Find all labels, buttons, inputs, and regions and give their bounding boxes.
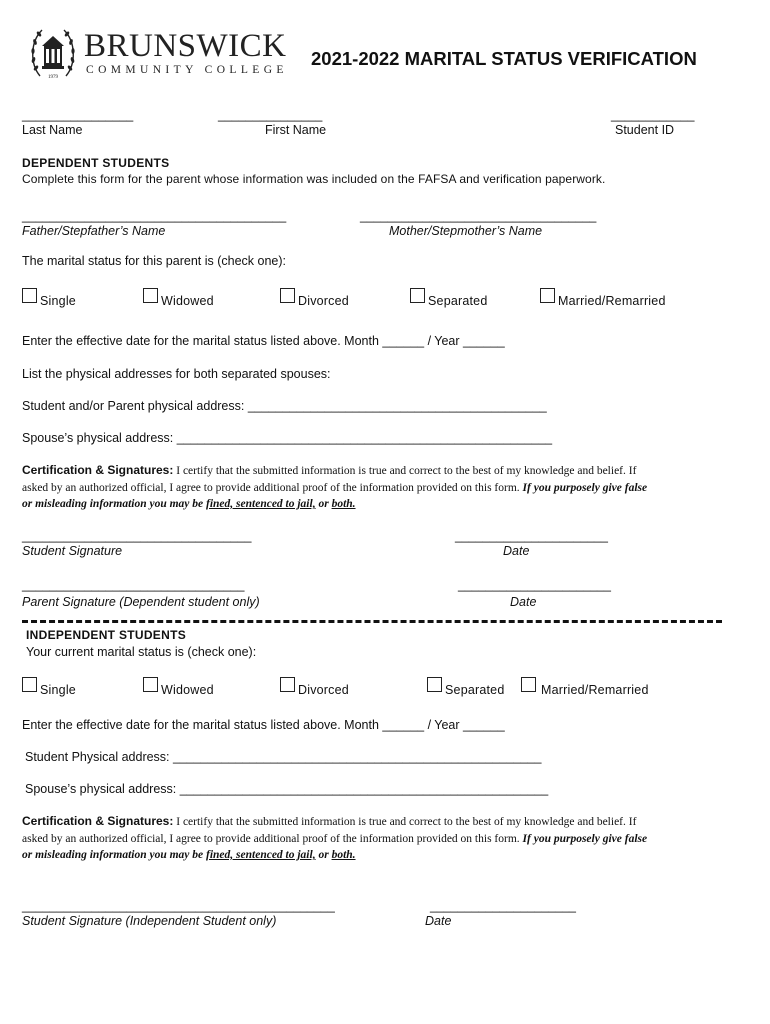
dep-date-label-1: Date	[503, 544, 530, 558]
page-title: 2021-2022 MARITAL STATUS VERIFICATION	[311, 48, 697, 69]
college-subtitle-logo: COMMUNITY COLLEGE	[86, 64, 288, 76]
dep-cert-warning: If you purposely give false or misleading information you may be	[22, 481, 648, 510]
ind-married-checkbox[interactable]	[521, 677, 536, 692]
college-name-logo: BRUNSWICK	[84, 28, 287, 64]
ind-student-signature-line[interactable]: _____________________________________________	[22, 899, 335, 913]
ind-separated-checkbox[interactable]	[427, 677, 442, 692]
ind-cert-both: both.	[331, 849, 356, 861]
dep-divorced-checkbox[interactable]	[280, 288, 295, 303]
dep-cert-or: or	[315, 498, 332, 510]
ind-separated-label: Separated	[445, 683, 505, 697]
ind-divorced-checkbox[interactable]	[280, 677, 295, 692]
last-name-line[interactable]: ________________	[22, 108, 134, 122]
dep-widowed-checkbox[interactable]	[143, 288, 158, 303]
ind-widowed-label: Widowed	[161, 683, 214, 697]
dep-certification	[22, 462, 652, 513]
dep-cert-lead: Certification & Signatures:	[22, 463, 174, 477]
dep-separated-checkbox[interactable]	[410, 288, 425, 303]
ind-cert-fined: fined, sentenced to jail,	[206, 849, 316, 861]
student-id-label: Student ID	[615, 123, 675, 137]
dep-separated-label: Separated	[428, 294, 488, 308]
dep-cert-fined: fined, sentenced to jail,	[206, 498, 316, 510]
dep-date-line-1[interactable]: ______________________	[455, 529, 608, 543]
ind-cert-or: or	[315, 849, 332, 861]
father-name-label: Father/Stepfather’s Name	[22, 224, 166, 238]
dep-single-checkbox[interactable]	[22, 288, 37, 303]
ind-spouse-address-field[interactable]: Spouse’s physical address: _____________________________________________________	[25, 782, 549, 796]
parent-signature-label: Parent Signature (Dependent student only)	[22, 595, 260, 609]
dep-spouse-address-field[interactable]: Spouse’s physical address: ______________________________________________________	[22, 431, 553, 445]
section-divider	[22, 620, 722, 623]
dep-date-line-2[interactable]: ______________________	[458, 578, 611, 592]
independent-status-prompt: Your current marital status is (check one):	[26, 645, 257, 659]
dep-widowed-label: Widowed	[161, 294, 214, 308]
ind-cert-text: I certify that the submitted information is true and correct to the best of my knowledge and belief. If asked by an authorized official, I agree to provide additional proof of the information provided on this form.	[22, 816, 637, 845]
dependent-heading: DEPENDENT STUDENTS	[22, 156, 170, 170]
first-name-label: First Name	[265, 123, 327, 137]
mother-name-label: Mother/Stepmother’s Name	[389, 224, 543, 238]
dep-single-label: Single	[40, 294, 76, 308]
first-name-line[interactable]: _______________	[218, 108, 323, 122]
ind-single-checkbox[interactable]	[22, 677, 37, 692]
mother-name-line[interactable]: __________________________________	[360, 209, 597, 223]
student-id-line[interactable]: ____________	[611, 108, 695, 122]
ind-date-line[interactable]: _____________________	[430, 899, 576, 913]
ind-married-label: Married/Remarried	[541, 683, 649, 697]
dep-date-prompt[interactable]: Enter the effective date for the marital status listed above. Month ______ / Year ______	[22, 334, 505, 348]
ind-single-label: Single	[40, 683, 76, 697]
dep-student-signature-label: Student Signature	[22, 544, 123, 558]
independent-heading: INDEPENDENT STUDENTS	[26, 628, 187, 642]
dependent-instructions: Complete this form for the parent whose information was included on the FAFSA and verification paperwork.	[22, 172, 606, 186]
parent-signature-line[interactable]: ________________________________	[22, 578, 245, 592]
ind-student-address-field[interactable]: Student Physical address: _____________________________________________________	[25, 750, 542, 764]
ind-student-signature-label: Student Signature (Independent Student only)	[22, 914, 277, 928]
dep-student-signature-line[interactable]: _________________________________	[22, 529, 252, 543]
ind-widowed-checkbox[interactable]	[143, 677, 158, 692]
seal-year: 1979	[48, 75, 58, 80]
dep-cert-text: I certify that the submitted information is true and correct to the best of my knowledge and belief. If asked by an authorized official, I agree to provide additional proof of the information provided on this form.	[22, 465, 637, 494]
ind-cert-lead: Certification & Signatures:	[22, 814, 174, 828]
last-name-label: Last Name	[22, 123, 83, 137]
ind-divorced-label: Divorced	[298, 683, 349, 697]
father-name-line[interactable]: ______________________________________	[22, 209, 287, 223]
ind-certification	[22, 813, 652, 864]
dep-cert-both: both.	[331, 498, 356, 510]
ind-date-prompt[interactable]: Enter the effective date for the marital status listed above. Month ______ / Year ______	[22, 718, 505, 732]
dep-married-label: Married/Remarried	[558, 294, 666, 308]
college-seal-logo	[28, 24, 78, 84]
dep-address-prompt: List the physical addresses for both separated spouses:	[22, 367, 331, 381]
dependent-status-prompt: The marital status for this parent is (check one):	[22, 254, 286, 268]
dep-married-checkbox[interactable]	[540, 288, 555, 303]
dep-student-address-field[interactable]: Student and/or Parent physical address: ___________________________________________	[22, 399, 547, 413]
dep-divorced-label: Divorced	[298, 294, 349, 308]
ind-date-label: Date	[425, 914, 452, 928]
ind-cert-warning: If you purposely give false or misleading information you may be	[22, 832, 648, 861]
dep-date-label-2: Date	[510, 595, 537, 609]
